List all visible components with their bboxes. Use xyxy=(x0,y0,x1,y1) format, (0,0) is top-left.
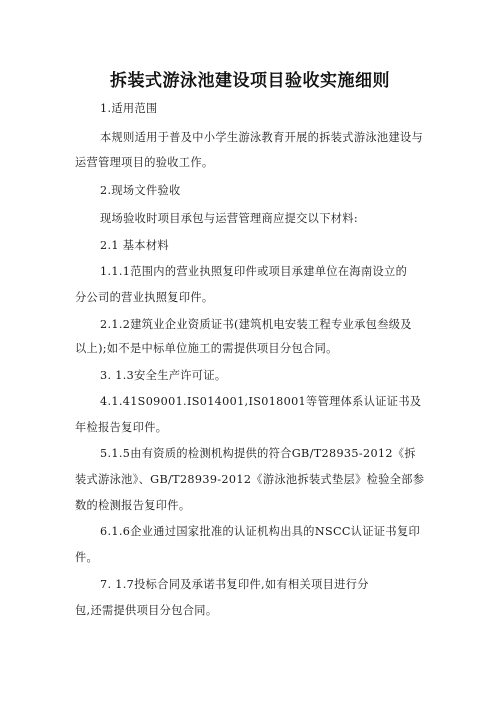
item-2-line-1: 2.1.2建筑业企业资质证书(建筑机电安装工程专业承包叁级及 xyxy=(100,318,412,331)
item-5-line-3: 数的检测报告复印件。 xyxy=(75,499,191,512)
item-7-line-2: 包,还需提供项目分包合同。 xyxy=(75,604,218,617)
item-5-line-2: 装式游泳池》、GB/T28939-2012《游泳池拆装式垫层》检验全部参 xyxy=(75,473,425,486)
item-1-line-2: 分公司的营业执照复印件。 xyxy=(75,291,214,304)
section-2-body: 现场验收时项目承包与运营管理商应提交以下材料: xyxy=(100,212,358,225)
item-4-line-2: 年检报告复印件。 xyxy=(75,421,168,434)
item-5-line-1: 5.1.5由有资质的检测机构提供的符合GB/T28935-2012《拆 xyxy=(100,447,416,460)
section-1-body-line-2: 运营管理项目的验收工作。 xyxy=(75,156,214,169)
item-2-line-2: 以上);如不是中标单位施工的需提供项目分包合同。 xyxy=(75,342,338,355)
item-3-line-1: 3. 1.3安全生产许可证。 xyxy=(100,369,227,382)
section-1-heading: 1.适用范围 xyxy=(100,102,158,115)
section-2-heading: 2.现场文件验收 xyxy=(100,184,181,197)
item-6-line-1: 6.1.6企业通过国家批准的认证机构出具的NSCC认证证书复印 xyxy=(100,525,421,538)
item-1-line-1: 1.1.1范围内的营业执照复印件或项目承建单位在海南设立的 xyxy=(100,265,408,278)
item-7-line-1: 7. 1.7投标合同及承诺书复印件,如有相关项目进行分 xyxy=(100,578,369,591)
item-6-line-2: 件。 xyxy=(75,551,99,564)
document-title: 拆装式游泳池建设项目验收实施细则 xyxy=(110,71,390,91)
item-4-line-1: 4.1.41S09001.IS014001,IS018001等管理体系认证证书及 xyxy=(100,395,422,408)
section-1-body-line-1: 本规则适用于普及中小学生游泳教育开展的拆装式游泳池建设与 xyxy=(100,131,424,144)
section-2-1-heading: 2.1 基本材料 xyxy=(100,239,169,252)
